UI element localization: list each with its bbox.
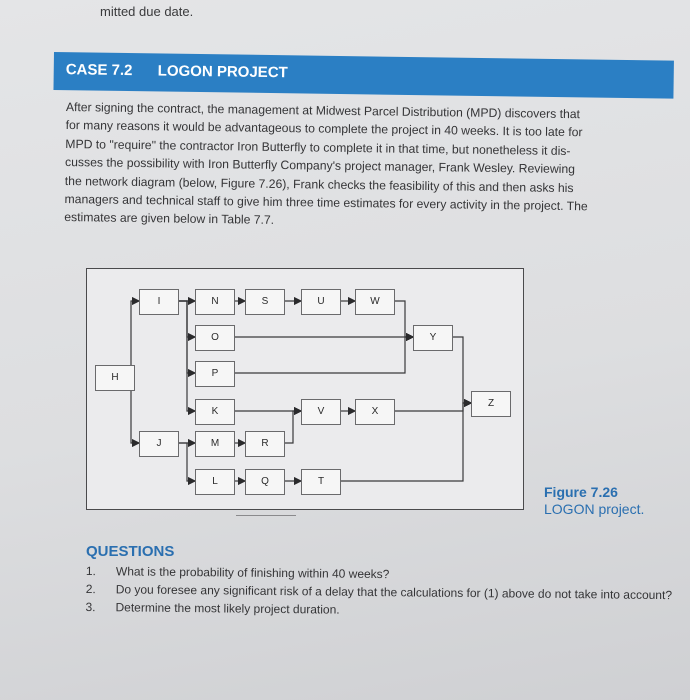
figure-caption [544, 484, 644, 518]
edge-x-z [393, 403, 471, 411]
node-v: V [301, 399, 341, 425]
node-k: K [195, 399, 235, 425]
intro-line: for many reasons it would be advantageous to complete the project in 40 weeks. It is too late for [65, 118, 583, 140]
edge-w-y [393, 301, 413, 337]
questions-title: QUESTIONS [86, 543, 175, 560]
question-number: 1. [85, 564, 97, 579]
question-number: 3. [85, 599, 96, 615]
network-diagram [86, 268, 524, 510]
intro-line: the network diagram (below, Figure 7.26), Frank checks the feasibility of this and then asks his [64, 173, 574, 195]
node-w: W [355, 289, 395, 315]
figure-caption-text: LOGON project. [544, 501, 645, 517]
edge-j-l [177, 443, 195, 481]
question-item [85, 600, 685, 621]
edge-i-o [177, 301, 195, 337]
figure-label: Figure 7.26 [544, 484, 618, 500]
node-m: M [195, 431, 235, 457]
node-h: H [95, 365, 135, 391]
edge-i-k [177, 301, 195, 411]
case-header-bar [53, 52, 673, 99]
node-u: U [301, 289, 341, 315]
node-n: N [195, 289, 235, 315]
node-s: S [245, 289, 285, 315]
question-text: What is the probability of finishing within 40 weeks? [115, 564, 390, 582]
case-intro-paragraph [64, 98, 670, 235]
question-text: Determine the most likely project duration. [115, 600, 340, 617]
intro-line: MPD to "require" the contractor Iron Butterfly to complete it in that time, but nonetheless it dis- [65, 136, 571, 158]
intro-line: cusses the possibility with Iron Butterfly Company's project manager, Frank Wesley. Reviewing [65, 155, 576, 177]
intro-line: estimates are given below in Table 7.7. [64, 210, 275, 228]
edge-p-y [233, 337, 413, 373]
node-t: T [301, 469, 341, 495]
question-number: 2. [85, 581, 96, 597]
question-text: Do you foresee any significant risk of a delay that the calculations for (1) above do not take into account? [115, 582, 673, 603]
intro-line: managers and technical staff to give him three time estimates for every activity in the project. The [64, 192, 588, 214]
previous-page-text: mitted due date. [100, 4, 194, 19]
node-x: X [355, 399, 395, 425]
questions-list [85, 564, 686, 624]
node-l: L [195, 469, 235, 495]
node-p: P [195, 361, 235, 387]
node-i: I [139, 289, 179, 315]
node-r: R [245, 431, 285, 457]
edge-r-v [283, 411, 301, 443]
node-o: O [195, 325, 235, 351]
node-z: Z [471, 391, 511, 417]
intro-line: After signing the contract, the management at Midwest Parcel Distribution (MPD) discovers that [65, 99, 581, 122]
case-number: CASE 7.2 [65, 61, 133, 80]
divider-rule [236, 515, 296, 516]
node-q: Q [245, 469, 285, 495]
case-title: LOGON PROJECT [157, 62, 288, 82]
node-y: Y [413, 325, 453, 351]
edge-y-z [451, 337, 471, 403]
node-j: J [139, 431, 179, 457]
